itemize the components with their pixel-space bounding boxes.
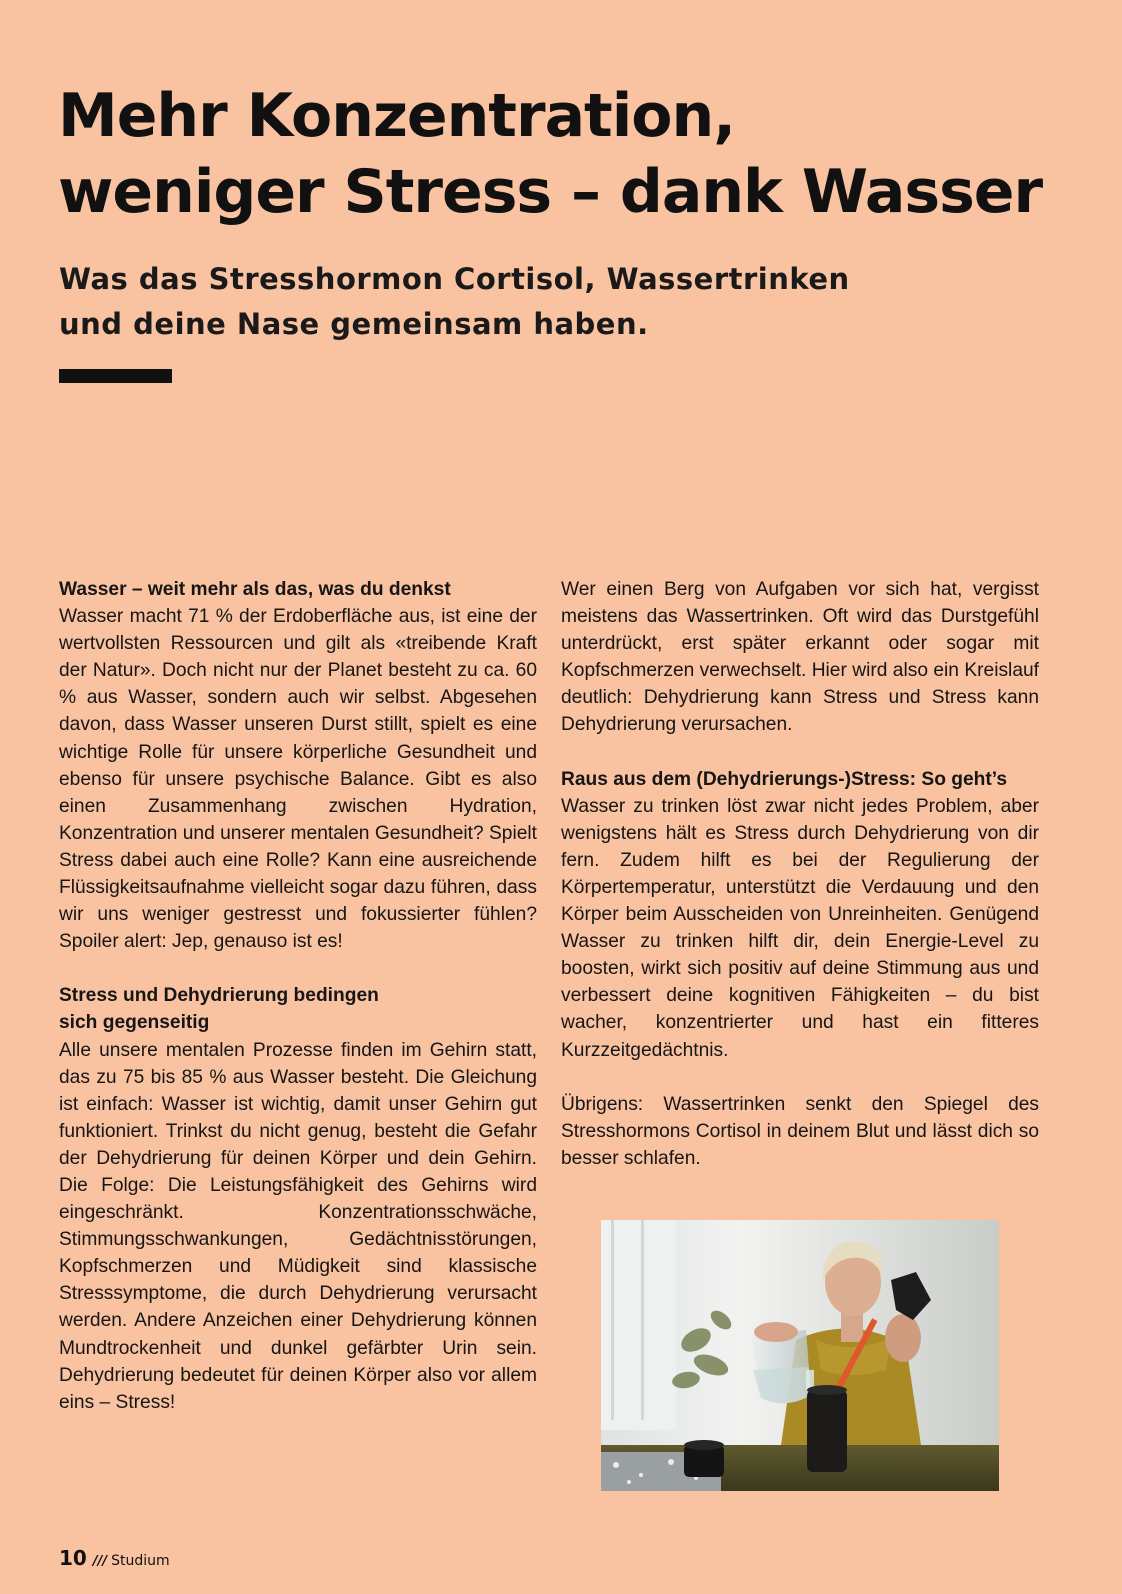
right-column (561, 576, 1039, 1199)
title-divider (59, 369, 172, 383)
section3-heading: Raus aus dem (Dehydrierungs-)Stress: So geht’s (561, 768, 1008, 790)
subtitle-line-2: und deine Nase gemeinsam haben. (59, 307, 649, 341)
photo-person-pouring-water (601, 1220, 999, 1491)
section3-text: Wasser zu trinken löst zwar nicht jedes Problem, aber wenigstens hält es Stress durch Dehydrierung von dir fern. Zudem hilft es bei der Regulierung der Körpertemperatur, unterstützt die Verdauung und den Körper beim Ausscheiden von Unreinheiten. Genügend Wasser zu trinken hilft dir, dein Energie-Level zu boosten, wirkt sich positiv auf deine Stimmung aus und verbessert deine kognitiven Fähigkeiten – du bist wacher, konzentrierter und hast ein fitteres Kurzzeitgedächtnis. (561, 795, 1039, 1061)
section1-text: Wasser macht 71 % der Erdoberfläche aus, ist eine der wertvollsten Ressourcen und gilt als «treibende Kraft der Natur». Doch nicht nur der Planet besteht zu ca. 60 % aus Wasser, sondern auch wir selbst. Abgesehen davon, dass Wasser unseren Durst stillt, spielt es eine wichtige Rolle für unsere körperliche Gesundheit und ebenso für unsere psychische Balance. Gibt es also einen Zusammenhang zwischen Hydration, Konzentration und unserer mentalen Gesundheit? Spielt Stress dabei auch eine Rolle? Kann eine ausreichende Flüssigkeitsaufnahme vielleicht sogar dazu führen, dass wir uns weniger gestresst und fokussierter fühlen? Spoiler alert: Jep, genauso ist es! (59, 606, 537, 953)
section2-heading-line-1: Stress und Dehydrierung bedingen (59, 985, 379, 1007)
section1-heading: Wasser – weit mehr als das, was du denkst (59, 579, 451, 600)
left-column (59, 576, 537, 1443)
page-subtitle (59, 257, 959, 347)
page-title (58, 78, 1068, 230)
section-name: Studium (111, 1553, 170, 1569)
section2-heading (59, 982, 537, 1036)
title-line-1: Mehr Konzentration, (58, 81, 736, 151)
section2-text: Alle unsere mentalen Prozesse finden im Gehirn statt, das zu 75 bis 85 % aus Wasser besteht. Die Gleichung ist einfach: Wasser ist wichtig, damit unser Gehirn gut funktioniert. Trinkst du nicht genug, besteht die Gefahr der Dehydrierung für deinen Körper und dein Gehirn. Die Folge: Die Leistungsfähigkeit des Gehirns wird eingeschränkt. Konzentrationsschwäche, Stimmungsschwankungen, Gedächtnisstörungen, Kopfschmerzen und Müdigkeit sind klassische Stresssymptome, die durch Dehydrierung verursacht werden. Andere Anzeichen einer Dehydrierung können Mundtrockenheit und dunkel gefärbter Urin sein. Dehydrierung bedeutet für deinen Körper also vor allem eins – Stress! (59, 1039, 537, 1413)
title-line-2: weniger Stress – dank Wasser (58, 157, 1043, 227)
section2-heading-line-2: sich gegenseitig (59, 1012, 210, 1034)
page-footer (59, 1546, 170, 1574)
closing-text: Übrigens: Wassertrinken senkt den Spiegel des Stresshormons Cortisol in deinem Blut und lässt dich so besser schlafen. (561, 1093, 1039, 1169)
footer-separator: /// (92, 1554, 108, 1569)
subtitle-line-1: Was das Stresshormon Cortisol, Wassertrinken (59, 262, 850, 296)
intro-text: Wer einen Berg von Aufgaben vor sich hat, vergisst meistens das Wassertrinken. Oft wird das Durstgefühl unterdrückt, erst später erkannt oder sogar mit Kopfschmerzen verwechselt. Hier wird also ein Kreislauf deutlich: Dehydrierung kann Stress und Stress kann Dehydrierung verursachen. (561, 579, 1039, 736)
page-number: 10 (59, 1546, 87, 1570)
